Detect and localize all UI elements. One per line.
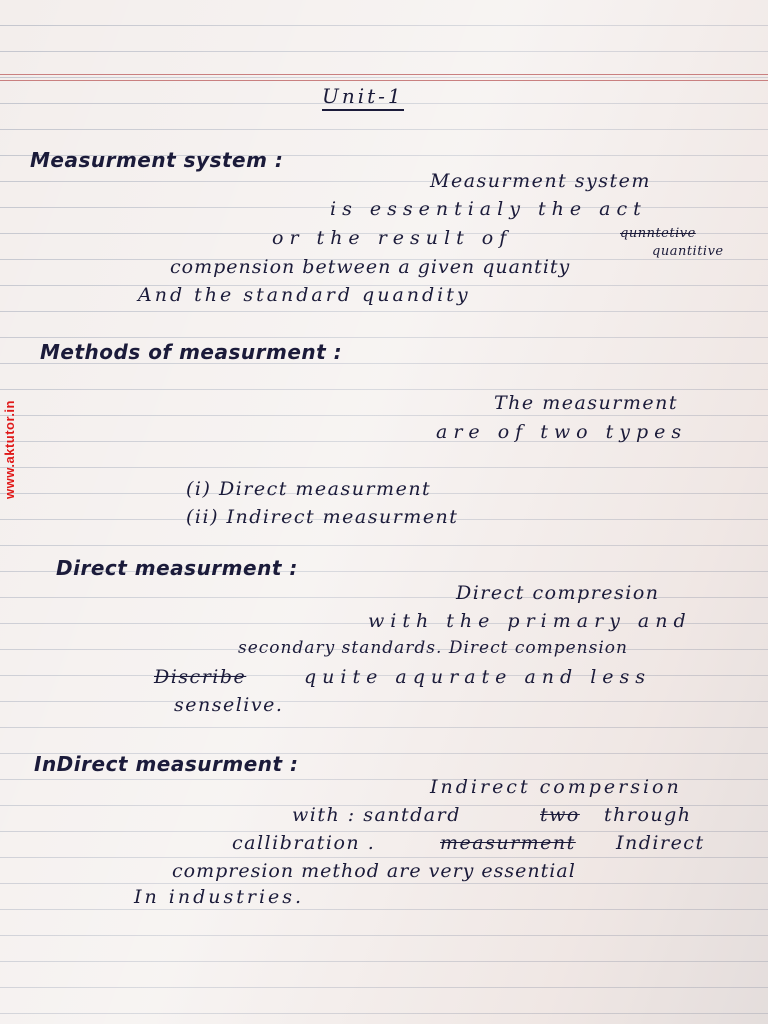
text-line: or the result of: [272, 227, 513, 249]
watermark: www.aktutor.in: [2, 400, 17, 499]
margin-rule: [0, 80, 768, 81]
insert-word: quantitive: [652, 244, 724, 259]
text-line: And the standard quandity: [138, 284, 471, 306]
text-line: compension between a given quantity: [170, 256, 571, 278]
text-line: Measurment system: [430, 170, 651, 192]
margin-rule: [0, 74, 768, 75]
struck-word: two: [540, 804, 580, 826]
page-title: Unit-1: [322, 84, 404, 111]
text-line: with the primary and: [368, 610, 692, 632]
text-line: Indirect: [616, 832, 705, 854]
section-heading-direct: Direct measurment :: [56, 556, 298, 580]
list-item: (i) Direct measurment: [186, 478, 432, 500]
text-line: quite aqurate and less: [304, 666, 652, 688]
text-line: Indirect compersion: [430, 776, 682, 798]
section-heading-indirect: InDirect measurment :: [34, 752, 299, 776]
list-item: (ii) Indirect measurment: [186, 506, 459, 528]
text-line: The measurment: [494, 392, 678, 414]
text-line: In industries.: [134, 886, 305, 908]
text-line: are of two types: [436, 421, 688, 443]
struck-word: Discribe: [154, 666, 247, 688]
text-line: compresion method are very essential: [172, 860, 576, 882]
text-line: senselive.: [174, 694, 284, 716]
section-heading-methods: Methods of measurment :: [40, 340, 343, 364]
text-line: through: [604, 804, 692, 826]
struck-word: qunntetive: [620, 226, 696, 241]
text-line: secondary standards. Direct compension: [238, 638, 628, 658]
section-heading-measurement-system: Measurment system :: [30, 148, 284, 172]
text-line: callibration .: [232, 832, 376, 854]
text-line: with : santdard: [292, 804, 461, 826]
struck-word: measurment: [440, 832, 576, 854]
text-line: is essentialy the act: [330, 198, 647, 220]
text-line: Direct compresion: [456, 582, 660, 604]
